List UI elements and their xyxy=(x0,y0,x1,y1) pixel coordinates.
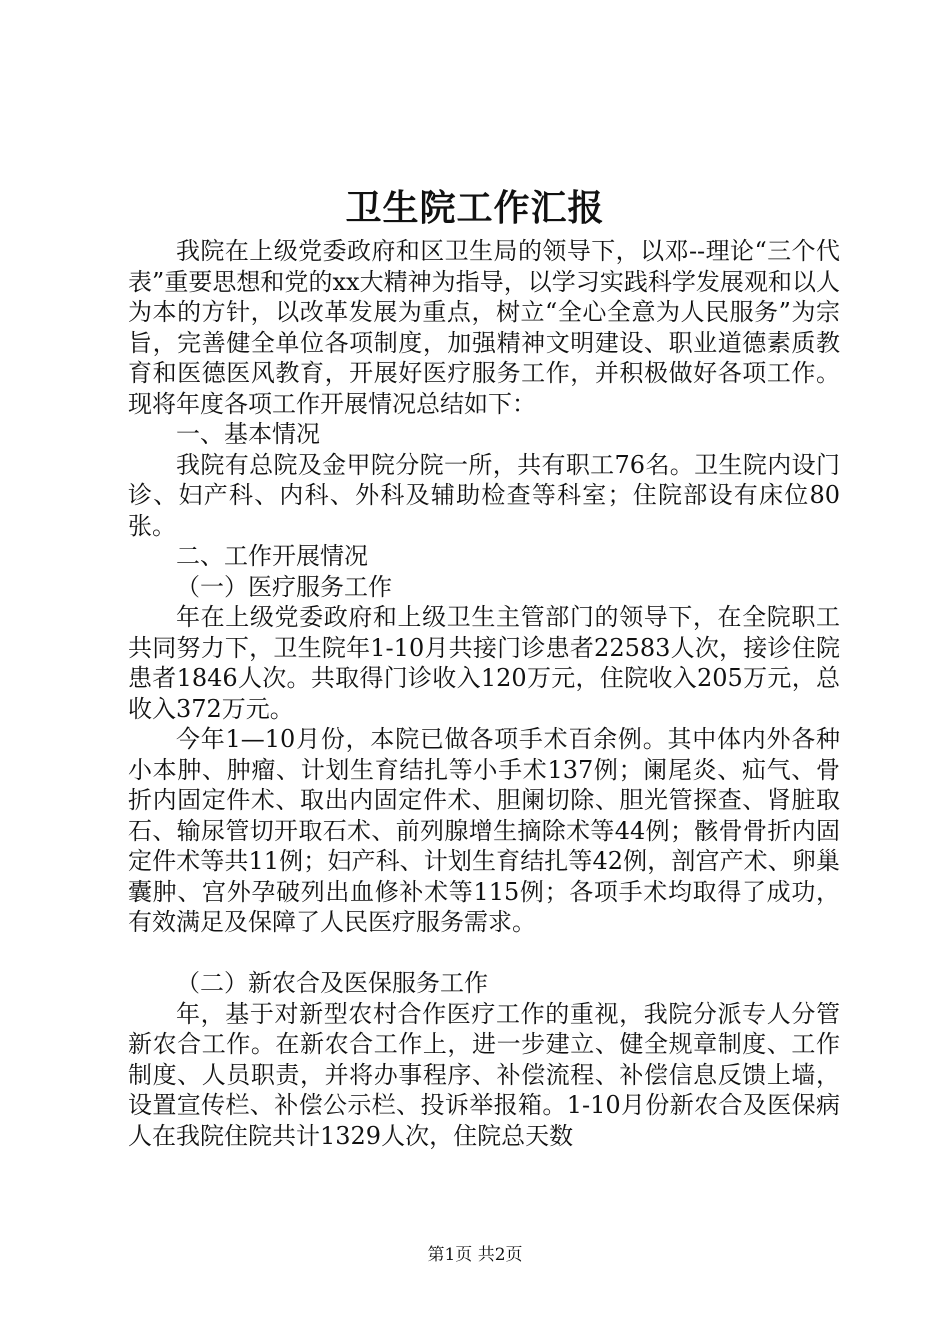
page-footer: 第1页 共2页 xyxy=(427,1245,523,1265)
document-title: 卫生院工作汇报 xyxy=(345,187,605,229)
blank-line xyxy=(128,938,840,969)
subsection-heading-insurance: （二）新农合及医保服务工作 xyxy=(176,969,488,997)
insurance-paragraph: 年，基于对新型农村合作医疗工作的重视，我院分派专人分管新农合工作。在新农合工作上，进一步建立、健全规章制度、工作制度、人员职责，并将办事程序、补偿流程、补偿信息反馈上墙，设置宣传栏、补偿公示栏、投诉举报箱。1-10月份新农合及医保病人在我院住院共计1329人次，住院总天数 xyxy=(128,999,840,1150)
surgery-paragraph: 今年1—10月份，本院已做各项手术百余例。其中体内外各种小本肿、肿瘤、计划生育结扎等小手术137例；阑尾炎、疝气、骨折内固定件术、取出内固定件术、胆阑切除、胆光管探查、肾脏取石、输尿管切开取石术、前列腺增生摘除术等44例；骸骨骨折内固定件术等共11例；妇产科、计划生育结扎等42例，剖宫产术、卵巢囊肿、宫外孕破列出血修补术等115例；各项手术均取得了成功，有效满足及保障了人民医疗服务需求。 xyxy=(128,725,840,936)
section-heading-basic-info: 一、基本情况 xyxy=(176,420,320,448)
intro-paragraph: 我院在上级党委政府和区卫生局的领导下，以邓--理论“三个代表”重要思想和党的xx大精神为指导，以学习实践科学发展观和以人为本的方针，以改革发展为重点，树立“全心全意为人民服务”为宗旨，完善健全单位各项制度，加强精神文明建设、职业道德素质教育和医德医风教育，开展好医疗服务工作，并积极做好各项工作。现将年度各项工作开展情况总结如下： xyxy=(128,237,840,418)
medical-paragraph: 年在上级党委政府和上级卫生主管部门的领导下，在全院职工共同努力下，卫生院年1-10月共接门诊患者22583人次，接诊住院患者1846人次。共取得门诊收入120万元，住院收入205万元，总收入372万元。 xyxy=(128,603,840,723)
document-body xyxy=(128,236,840,1151)
subsection-heading-medical: （一）医疗服务工作 xyxy=(176,572,392,601)
section-heading-work: 二、工作开展情况 xyxy=(176,542,368,570)
basic-info-paragraph: 我院有总院及金甲院分院一所，共有职工76名。卫生院内设门诊、妇产科、内科、外科及辅助检查等科室；住院部设有床位80张。 xyxy=(128,450,840,540)
